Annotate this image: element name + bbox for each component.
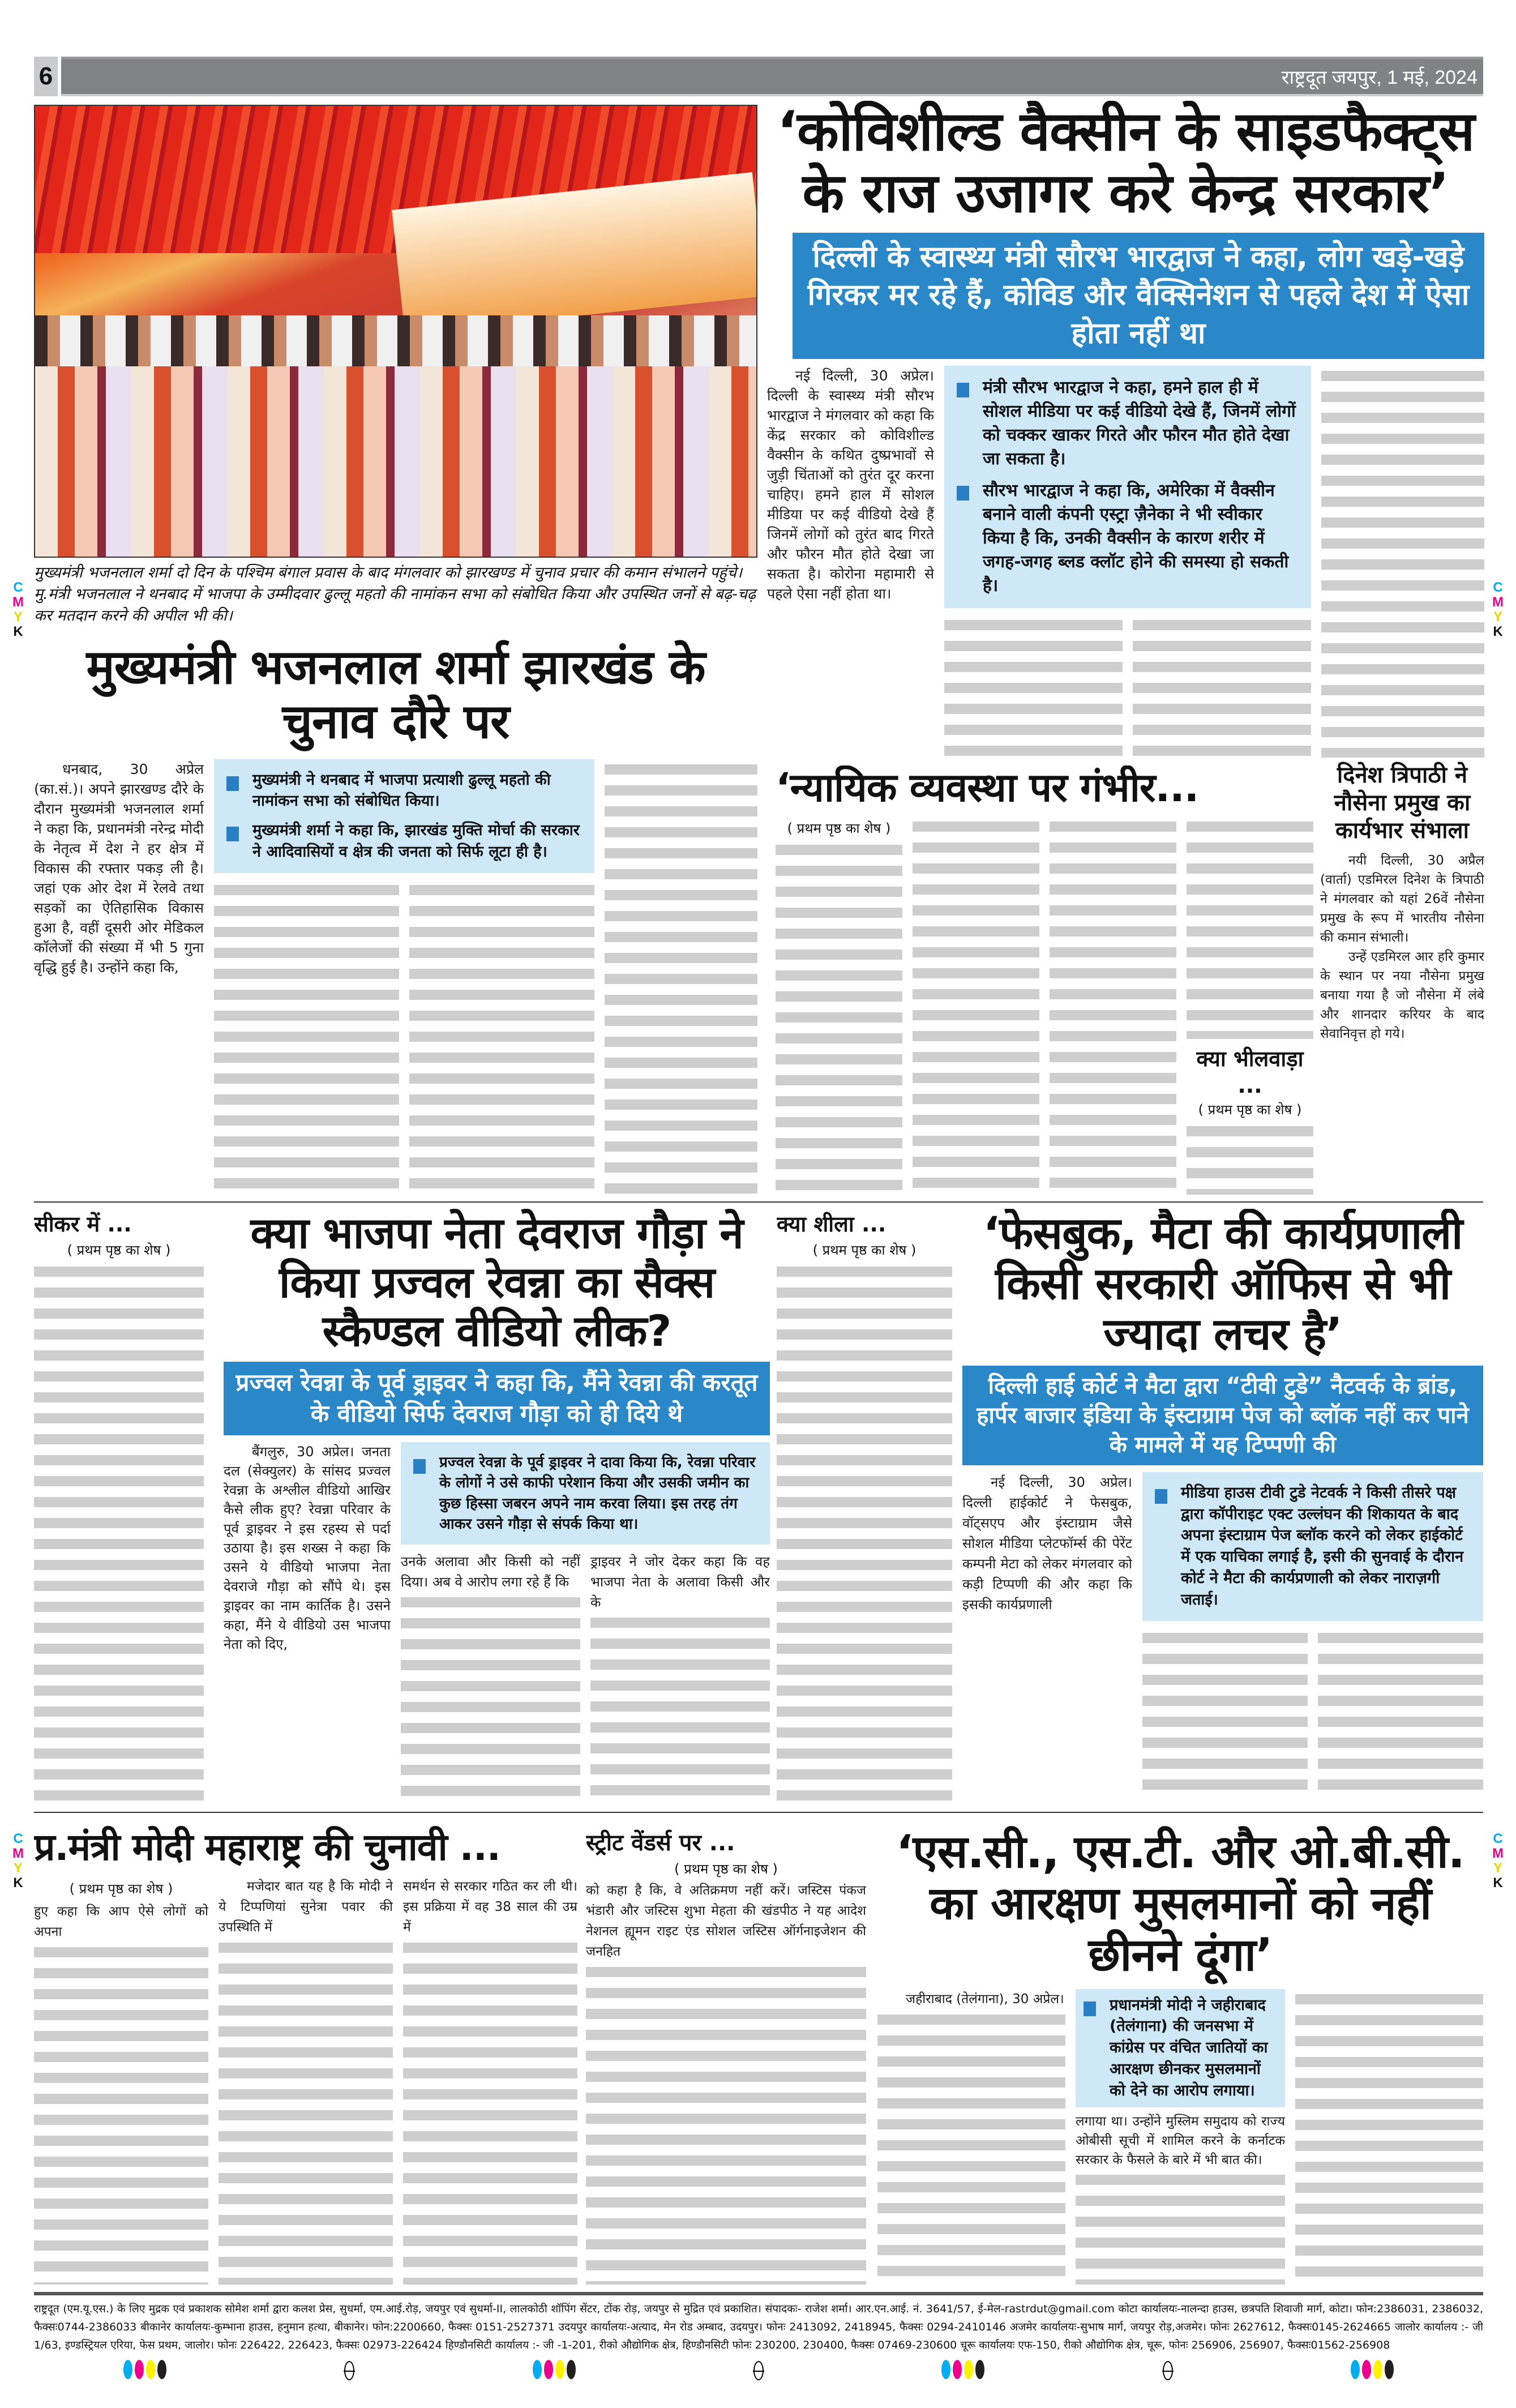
- headline-bhilwara: क्या भीलवाड़ा ...: [1196, 1046, 1304, 1098]
- headline-meta: ‘फेसबुक, मैटा की कार्यप्रणाली किसी सरकारी ऑफिस से भी ज्यादा लचर है’: [983, 1209, 1463, 1360]
- highlight-reservation: [1076, 1989, 1285, 2107]
- crosshair-icon: [344, 2361, 354, 2380]
- body-meta-middle: [1142, 1472, 1483, 1800]
- body-covishield: [767, 366, 1484, 758]
- region-modi-maharashtra: [34, 1826, 577, 2285]
- region-devraj: [224, 1209, 770, 1800]
- continued-label: ( प्रथम पृष्ठ का शेष ): [787, 820, 891, 836]
- body-reservation-middle: [1076, 1989, 1285, 2285]
- body-jharkhand-col1: धनबाद, 30 अप्रेल (का.सं.)। अपने झारखण्ड दौरे के दौरान मुख्यमंत्री भजनलाल शर्मा ने कहा कि, प्रधानमंत्री नरेन्द्र मोदी के नेतृत्व में देश ने हर क्षेत्र में विकास की रफ्तार पकड़ ली है। जहां एक ओर देश में रेलवे तथा सड़कों का ऐतिहासिक विकास हुआ है, वहीं दूसरी ओर मेडिकल कॉलेजों की संख्या में भी 5 गुना वृद्धि हुई है। उन्होंने कहा कि,: [34, 760, 204, 976]
- body-navy: नयी दिल्ली, 30 अप्रैल (वार्ता) एडमिरल दिनेश के त्रिपाठी ने मंगलवार को यहां 26वें नौसेना प्रमुख के रूप में भारतीय नौसेना की कमान संभाली। उन्हें एडमिरल आर हरि कुमार के स्थान पर नया नौसेना प्रमुख बनाया गया है जो नौसेना में लंबे और शानदार करियर के बाद सेवानिवृत्त हो गये।: [1320, 853, 1484, 1042]
- region-sikar: [34, 1209, 204, 1800]
- headline-modi-maharashtra: प्र.मंत्री मोदी महाराष्ट्र की चुनावी ...: [34, 1826, 500, 1869]
- section-divider: [34, 1812, 1483, 1813]
- cmyk-mark-left-2: C M Y K: [12, 1831, 24, 1891]
- headline-sheela: क्या शीला ...: [777, 1212, 887, 1237]
- masthead-date: राष्ट्रदूत जयपुर, 1 मई, 2024: [1281, 67, 1478, 88]
- body-reservation-col3: [1295, 1989, 1483, 2285]
- body-modi-col1: ( प्रथम पृष्ठ का शेष ) हुए कहा कि आप ऐसे लोगों को अपना: [34, 1876, 208, 2285]
- continued-label: ( प्रथम पृष्ठ का शेष ): [812, 1242, 917, 1258]
- continued-label: ( प्रथम पृष्ठ का शेष ): [674, 1861, 778, 1877]
- highlight-meta: [1142, 1472, 1483, 1621]
- headline-navy: दिनेश त्रिपाठी ने नौसेना प्रमुख का कार्यभार संभाला: [1334, 762, 1471, 844]
- cmyk-mark-right-2: C M Y K: [1492, 1831, 1504, 1891]
- body-judicial-col4: [1187, 816, 1313, 1039]
- headline-devraj: क्या भाजपा नेता देवराज गौड़ा ने किया प्रज्वल रेवन्ना का सैक्स स्कैण्डल वीडियो लीक?: [250, 1209, 743, 1357]
- body-sheela: [777, 1261, 952, 1800]
- highlight-item: सौरभ भारद्वाज ने कहा कि, अमेरिका में वैक्सीन बनाने वाली कंपनी एस्ट्रा ज़ैनेका ने भी स्वीकार किया है कि, उनकी वैक्सीन के कारण शरीर में जगह-जगह ब्लड क्लॉट होने की समस्या हो सकती है।: [957, 479, 1299, 598]
- rally-photo: [34, 105, 757, 558]
- body-covishield-col1: नई दिल्ली, 30 अप्रेल। दिल्ली के स्वास्थ्य मंत्री सौरभ भारद्वाज ने मंगलवार को कहा कि केंद्र सरकार को कोविशील्ड वैक्सीन के कथित दुष्प्रभावों से जुड़ी चिंताओं को तुरंत दूर करना चाहिए। हमने हाल में सोशल मीडिया पर कई वीडियो देखे हैं जिनमें लोगों को तुरंत बाद गिरते और फौरन मौत होते देखा जा सकता है। कोरोना महामारी से पहले ऐसा नहीं होता था।: [767, 367, 934, 602]
- body-devraj: [224, 1442, 770, 1800]
- body-modi: [34, 1876, 577, 2285]
- crosshair-icon: [753, 2361, 764, 2380]
- body-judicial: [776, 816, 1313, 1195]
- color-bar: [940, 2360, 986, 2381]
- region-jharkhand: [34, 105, 757, 1195]
- continued-label: ( प्रथम पृष्ठ का शेष ): [67, 1242, 171, 1258]
- region-judicial: [776, 765, 1313, 1195]
- highlight-item: मुख्यमंत्री शर्मा ने कहा कि, झारखंड मुक्ति मोर्चा की सरकार ने आदिवासियों व क्षेत्र की जनता को सिर्फ लूटा ही है।: [226, 820, 582, 863]
- cmyk-mark-left: C M Y K: [12, 580, 24, 639]
- highlight-item: प्रज्वल रेवन्ना के पूर्व ड्राइवर ने दावा किया कि, रेवन्ना परिवार के लोगों ने उसे काफी परेशान किया और उसकी जमीन का कुछ हिस्सा जबरन अपने नाम करवा लिया। इस तरह तंग आकर उसने गौड़ा से संपर्क किया था।: [413, 1452, 757, 1535]
- body-judicial-col1: [776, 840, 902, 1195]
- highlight-item: मुख्यमंत्री ने थनबाद में भाजपा प्रत्याशी ढुल्लू महतो की नामांकन सभा को संबोधित किया।: [226, 769, 582, 812]
- cmyk-mark-right: C M Y K: [1492, 580, 1504, 639]
- body-reservation-col1: जहीराबाद (तेलंगाना), 30 अप्रेल।: [877, 1989, 1065, 2285]
- photo-caption: मुख्यमंत्री भजनलाल शर्मा दो दिन के पश्चिम बंगाल प्रवास के बाद मंगलवार को झारखण्ड में चुनाव प्रचार की कमान संभालने पहुंचे। मु.मंत्री भजनलाल ने थनबाद में भाजपा के उम्मीदवार ढुल्लू महतो की नामांकन सभा को संबोधित किया और उपस्थित जनों से बढ़-चढ़ कर मतदान करने की अपील भी की।: [34, 564, 756, 625]
- region-street-vendors: [586, 1826, 866, 2285]
- headline-judicial: ‘न्यायिक व्यवस्था पर गंभीर...: [776, 765, 1199, 811]
- body-modi-col2: मजेदार बात यह है कि मोदी ने ये टिप्पणियां सुनेत्रा पवार की उपस्थिति में: [219, 1876, 393, 2285]
- body-street-vendors: को कहा है कि, वे अतिक्रमण नहीं करें। जस्टिस पंकज भंडारी और जस्टिस शुभा मेहता की खंडपीठ ने यह आदेश नेशनल ह्यूमन राइट एंड सोशल जस्टिस ऑर्गनाइजेशन की जनहित: [586, 1880, 866, 2285]
- region-reservation: [877, 1826, 1483, 2285]
- body-jharkhand-col3: [409, 880, 594, 1195]
- region-navy: [1320, 762, 1484, 1195]
- headline-street-vendors: स्ट्रीट वेंडर्स पर ...: [586, 1830, 735, 1856]
- body-bhilwara: [1187, 1121, 1313, 1195]
- body-covishield-col3: [1133, 615, 1311, 758]
- footer: [34, 2300, 1483, 2408]
- continued-label: ( प्रथम पृष्ठ का शेष ): [1198, 1102, 1302, 1118]
- body-jharkhand-col4: [605, 759, 757, 1195]
- headline-jharkhand: मुख्यमंत्री भजनलाल शर्मा झारखंड के चुनाव दौरे पर: [86, 639, 705, 749]
- region-meta: [962, 1209, 1483, 1800]
- color-bar: [122, 2360, 168, 2381]
- deck-covishield: दिल्ली के स्वास्थ्य मंत्री सौरभ भारद्वाज ने कहा, लोग खड़े-खड़े गिरकर मर रहे हैं, कोविड और वैक्सिनेशन से पहले देश में ऐसा होता नहीं था: [793, 233, 1484, 359]
- body-meta: [962, 1472, 1483, 1800]
- highlight-item: मीडिया हाउस टीवी टुडे नेटवर्क ने किसी तीसरे पक्ष द्वारा कॉपीराइट एक्ट उल्लंघन की शिकायत के बाद अपना इंस्टाग्राम पेज ब्लॉक करने को लेकर हाईकोर्ट में एक याचिका लगाई है, इसी की सुनवाई के दौरान कोर्ट ने मैटा की कार्यप्रणाली को लेकर नाराज़गी जताई।: [1155, 1482, 1471, 1611]
- body-covishield-middle: [944, 366, 1311, 758]
- body-covishield-col4: [1321, 366, 1484, 758]
- body-jharkhand: [34, 759, 757, 1195]
- body-meta-col1: नई दिल्ली, 30 अप्रेल। दिल्ली हाईकोर्ट ने फेसबुक, वॉट्सएप और इंस्टाग्राम जैसे सोशल मीडिया प्लेटफॉर्म्स की पेरेंट कम्पनी मेटा को लेकर मंगलवार को कड़ी टिप्पणी की और कहा कि इसकी कार्यप्रणाली: [962, 1474, 1132, 1613]
- headline-reservation: ‘एस.सी., एस.टी. और ओ.बी.सी. का आरक्षण मुसलमानों को नहीं छीनने दूंगा’: [896, 1826, 1465, 1982]
- body-judicial-col2: [913, 816, 1039, 1195]
- body-covishield-col2: [944, 615, 1123, 758]
- region-sheela: [777, 1209, 952, 1800]
- page-number: 6: [34, 57, 61, 96]
- body-meta-col3: [1318, 1628, 1483, 1801]
- body-reservation-col2: लगाया था। उन्होंने मुस्लिम समुदाय को राज्य ओबीसी सूची में शामिल करने के कर्नाटक सरकार के फैसले के बारे में भी बात की।: [1076, 2112, 1285, 2285]
- deck-devraj: प्रज्वल रेवन्ना के पूर्व ड्राइवर ने कहा कि, मैंने रेवन्ना की करतूत के वीडियो सिर्फ देवराज गौड़ा को ही दिये थे: [224, 1362, 770, 1435]
- body-modi-col3: समर्थन से सरकार गठित कर ली थी। इस प्रक्रिया में वह 38 साल की उम्र में: [403, 1876, 577, 2285]
- page-header-bar: [34, 57, 1483, 96]
- continued-label: ( प्रथम पृष्ठ का शेष ): [69, 1881, 173, 1897]
- body-sikar: [34, 1261, 204, 1800]
- body-devraj-col1: बैंगलुरु, 30 अप्रेल। जनता दल (सेक्युलर) के सांसद प्रज्वल रेवन्ना के अश्लील वीडियो आखिर कैसे लीक हुए? रेवन्ना परिवार के पूर्व ड्राइवर ने इस रहस्य से पर्दा उठाया है। इस शख्स ने कहा कि उसने ये वीडियो भाजपा नेता देवराजे गौड़ा को सौंपे थे। इस ड्राइवर का नाम कार्तिक है। उसने कहा, मैंने ये वीडियो उस भाजपा नेता को दिए,: [224, 1443, 391, 1652]
- highlight-covishield: [944, 366, 1311, 608]
- region-covishield: [767, 101, 1484, 758]
- imprint-line: राष्ट्रदूत (एम.यू.एस.) के लिए मुद्रक एवं प्रकाशक सोमेश शर्मा द्वारा कलश प्रेस, सुधर्मा, एम.आई.रोड़, जयपुर एवं सुधर्मा-II, लालकोठी शॉपिंग सेंटर, टोंक रोड़, जयपुर से मुद्रित एवं प्रकाशित। संपादकः- राजेश शर्मा। आर.एन.आई. नं. 3641/57, ई-मेल-rastrdut@gmail.com कोटा कार्यालयः-नालन्दा हाउस, छत्रपति शिवाजी मार्ग, कोटा। फोन:2386031, 2386032, फैक्सः0744-2386033 बीकानेर कार्यालयः-कुम्भाना हाउस, हनुमान हत्था, बीकानेर। फोन:2200660, फैक्सः 0151-2527371 उदयपुर कार्यालयः-अत्याद, मेन रोड अम्बाद, उदयपुर। फोनः 2413092, 2418945, फैक्सः 0294-2410146 अजमेर कार्यालयः-सुभाष मार्ग, जयपुर रोड़,अजमेर। फोनः 2627612, फैक्सः0145-2624665 जालोर कार्यालय :- जी 1/63, इण्डस्ट्रियल एरिया, फेस प्रथम, जालोर। फोनः 226422, 226423, फैक्सः 02973-226424 हिण्डौनसिटी कार्यालय :- जी -1-201, रीको औद्योगिक क्षेत्र, हिण्डौनसिटी फोनः 230200, 230400, फैक्सः 07469-230600 चूरू कार्यालयः एफ-150, रीको औद्योगिक क्षेत्र, चूरू, फोनः 256906, 256907, फैक्सः01562-256908: [34, 2303, 1483, 2351]
- highlight-item: प्रधानमंत्री मोदी ने जहीराबाद (तेलंगाना) की जनसभा में कांग्रेस पर वंचित जातियों का आरक्षण छीनकर मुसलमानों को देने का आरोप लगाया।: [1084, 1995, 1277, 2102]
- body-devraj-col3: ड्राइवर ने जोर देकर कहा कि वह भाजपा नेता के अलावा किसी और के: [590, 1551, 770, 1800]
- highlight-item: मंत्री सौरभ भारद्वाज ने कहा, हमने हाल ही में सोशल मीडिया पर कई वीडियो देखे हैं, जिनमें लोगों को चक्कर खाकर गिरते और फौरन मौत होते देखा जा सकता है।: [957, 376, 1299, 471]
- registration-marks: [34, 2360, 1483, 2381]
- headline-sikar: सीकर में ...: [34, 1212, 132, 1237]
- highlight-devraj: [401, 1442, 770, 1545]
- crosshair-icon: [1163, 2361, 1173, 2380]
- deck-meta: दिल्ली हाई कोर्ट ने मैटा द्वारा “टीवी टुडे” नैटवर्क के ब्रांड, हार्पर बाजार इंडिया के इंस्टाग्राम पेज को ब्लॉक नहीं कर पाने के मामले में यह टिप्पणी की: [962, 1366, 1483, 1465]
- color-bar: [1350, 2360, 1395, 2381]
- section-divider: [34, 1201, 1483, 1203]
- body-reservation: [877, 1989, 1483, 2285]
- headline-covishield: ‘कोविशील्ड वैक्सीन के साइडफैक्ट्स के राज उजागर करे केन्द्र सरकार’: [777, 101, 1475, 225]
- body-jharkhand-middle: [214, 759, 594, 1195]
- footer-rule: [34, 2292, 1483, 2295]
- body-jharkhand-col2: [214, 880, 399, 1195]
- body-judicial-col3: [1050, 816, 1176, 1195]
- body-meta-col2: [1142, 1628, 1308, 1801]
- color-bar: [532, 2360, 577, 2381]
- body-devraj-col2: उनके अलावा और किसी को नहीं दिया। अब वे आरोप लगा रहे हैं कि: [401, 1551, 580, 1800]
- body-devraj-middle: [401, 1442, 770, 1800]
- highlight-jharkhand: [214, 759, 594, 873]
